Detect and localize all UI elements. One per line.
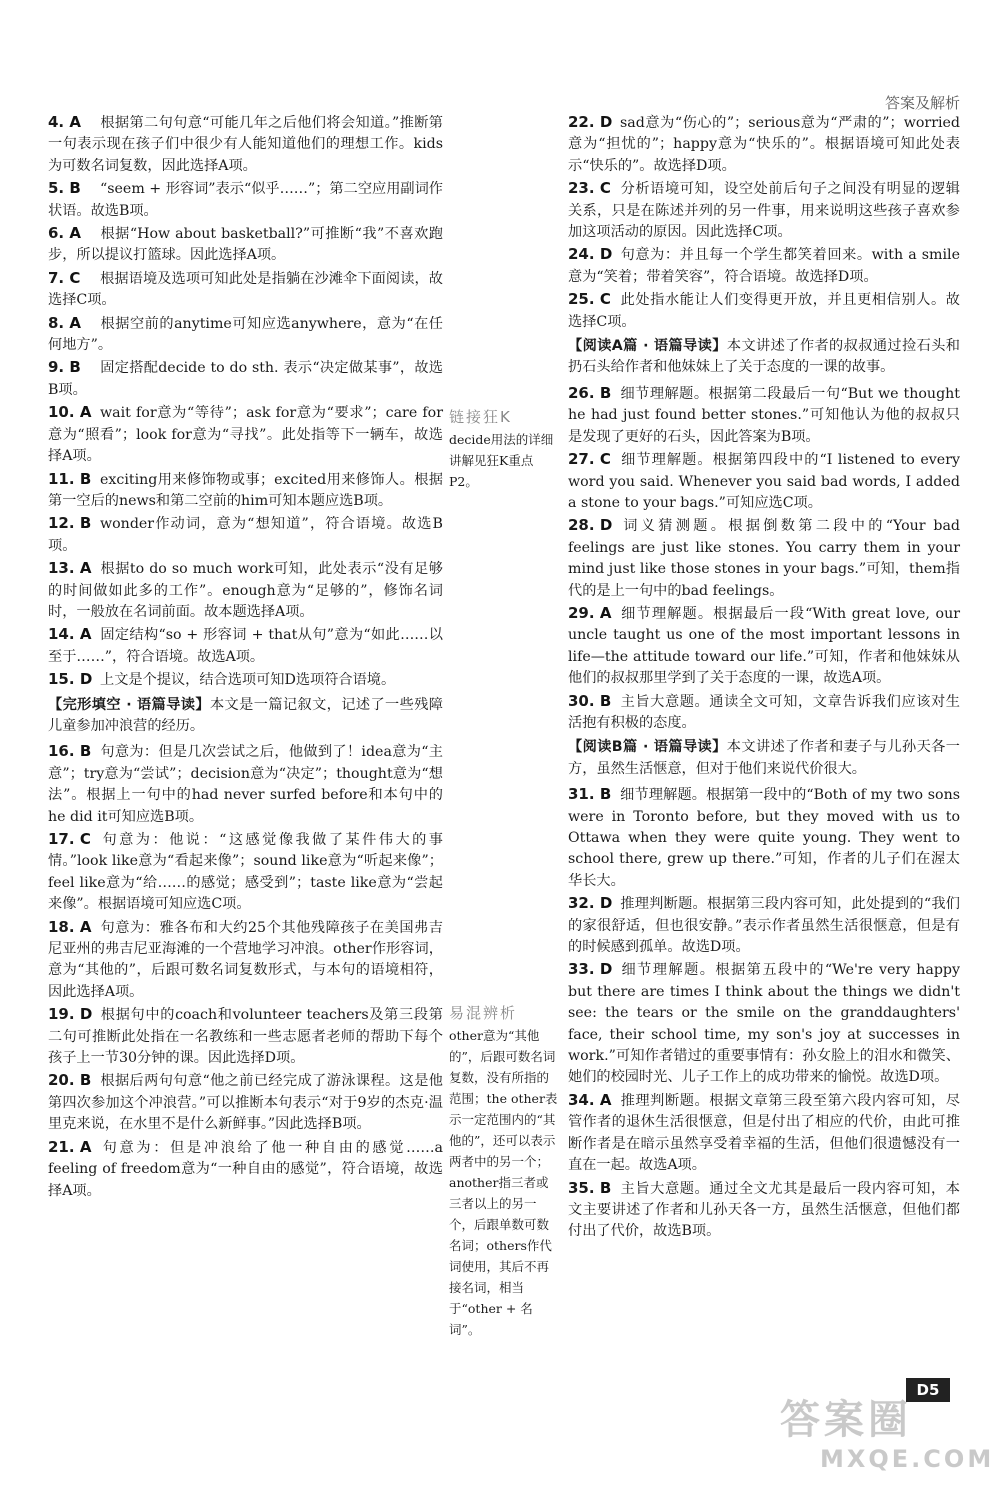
answer-item bbox=[48, 112, 443, 177]
answer-letter: C bbox=[599, 450, 611, 469]
answer-item bbox=[568, 959, 960, 1088]
answer-explanation: 主旨大意题。通读全文可知，文章告诉我们应该对生活抱有积极的态度。 bbox=[568, 693, 960, 731]
answer-number bbox=[568, 784, 620, 805]
cloze-guide-tag: 【完形填空 · 语篇导读】 bbox=[48, 696, 210, 713]
question-number: 9. bbox=[48, 358, 65, 377]
answer-letter: A bbox=[79, 403, 92, 422]
answer-letter: B bbox=[79, 1071, 92, 1090]
answer-letter: A bbox=[69, 224, 81, 243]
answer-letter: A bbox=[79, 917, 92, 936]
answer-letter: B bbox=[79, 514, 92, 533]
question-number: 8. bbox=[48, 313, 65, 332]
answer-item bbox=[568, 449, 960, 514]
answer-item bbox=[568, 515, 960, 602]
answer-explanation: 细节理解题。根据最后一段“With great love, our uncle taught us one of the most important lessons in life—the attitude toward our life.”可知，作者和他妹妹从他们的叔叔那里学到了关于态度的一课，故选A项。 bbox=[568, 605, 960, 687]
answer-letter: D bbox=[599, 516, 613, 535]
answer-item bbox=[48, 1070, 443, 1135]
answer-explanation: 句意为：他说：“这感觉像我做了某件伟大的事情。”look like意为“看起来像”；sound like意为“听起来像”；feel like意为“给……的感觉；感受到”；taste like意为“尝起来像”。根据语境可知应选C项。 bbox=[48, 832, 443, 913]
answer-explanation: 推理判断题。根据文章第三段至第六段内容可知，尽管作者的退休生活很惬意，但是付出了相应的代价，由此可推断作者是在暗示虽然享受着幸福的生活，但他们很遗憾没有一直在一起。故选A项。 bbox=[568, 1092, 960, 1174]
answer-item bbox=[48, 741, 443, 828]
answer-explanation: sad意为“伤心的”；serious意为“严肃的”；worried意为“担忧的”；happy意为“快乐的”。根据语境可知此处表示“快乐的”。故选择D项。 bbox=[568, 115, 960, 174]
answer-number bbox=[48, 112, 100, 133]
answer-item bbox=[48, 357, 443, 401]
answer-number bbox=[48, 178, 100, 199]
answer-number bbox=[568, 449, 620, 470]
answer-explanation: 固定结构“so + 形容词 + that从句”意为“如此……以至于……”，符合语境。故选A项。 bbox=[48, 627, 443, 665]
answer-explanation: 根据句中的coach和volunteer teachers及第三段第二句可推断此处指在一名教练和一些志愿者老师的帮助下每个孩子上一节30分钟的课。因此选择D项。 bbox=[48, 1007, 443, 1067]
question-number: 17. bbox=[48, 830, 75, 848]
question-number: 35. bbox=[568, 1178, 595, 1197]
question-number: 25. bbox=[568, 290, 595, 309]
question-number: 10. bbox=[48, 403, 75, 422]
answer-number bbox=[48, 223, 100, 244]
watermark-top-text: 答案圈 bbox=[780, 1397, 912, 1443]
answer-number bbox=[568, 603, 620, 624]
answer-item bbox=[568, 112, 960, 177]
answer-explanation: “seem + 形容词”表示“似乎……”；第二空应用副词作状语。故选B项。 bbox=[48, 181, 443, 219]
question-number: 21. bbox=[48, 1137, 75, 1156]
answer-explanation: exciting用来修饰物或事；excited用来修饰人。根据第一空后的news和第二空前的him可知本题应选B项。 bbox=[48, 471, 443, 509]
question-number: 15. bbox=[48, 670, 75, 689]
answer-number bbox=[48, 469, 100, 490]
answer-explanation: 主旨大意题。通过全文尤其是最后一段内容可知，本文主要讲述了作者和儿孙天各一方，虽然生活惬意，但他们都付出了代价，故选B项。 bbox=[568, 1180, 960, 1240]
answer-item bbox=[48, 669, 443, 691]
answer-number bbox=[568, 244, 620, 265]
page-header: 答案及解析 bbox=[884, 94, 960, 112]
answer-item bbox=[568, 244, 960, 288]
answer-letter: C bbox=[599, 179, 611, 198]
answer-number bbox=[568, 1090, 620, 1111]
answer-item bbox=[48, 917, 443, 1004]
answer-list-left-1 bbox=[48, 112, 443, 692]
answer-number bbox=[48, 624, 100, 645]
answer-number bbox=[568, 959, 620, 980]
answer-letter: B bbox=[599, 383, 612, 402]
side-note-link-title: 链接狂K bbox=[449, 408, 512, 426]
answer-number bbox=[48, 829, 100, 850]
answer-number bbox=[568, 178, 620, 199]
answer-number bbox=[48, 1070, 100, 1091]
answer-number bbox=[48, 669, 100, 690]
question-number: 27. bbox=[568, 450, 595, 469]
answer-number bbox=[48, 357, 100, 378]
answer-letter: B bbox=[69, 179, 81, 198]
reading-b-guide-text: 本文讲述了作者和妻子与儿孙天各一方，虽然生活惬意，但对于他们来说代价很大。 bbox=[568, 739, 960, 777]
question-number: 6. bbox=[48, 224, 65, 243]
answer-explanation: 句意为：雅各布和大约25个其他残障孩子在美国弗吉尼亚州的弗吉尼亚海滩的一个营地学习冲浪。other作形容词，意为“其他的”，后跟可数名词复数形式，与本句的语境相符，因此选择A项。 bbox=[48, 919, 443, 1000]
answer-number bbox=[568, 1178, 620, 1199]
question-number: 29. bbox=[568, 603, 595, 622]
answer-item bbox=[48, 268, 443, 312]
right-column bbox=[568, 112, 960, 1244]
watermark-bottom-text: MXQE.COM bbox=[820, 1445, 995, 1473]
answer-letter: B bbox=[79, 742, 92, 761]
reading-b-guide bbox=[568, 737, 960, 780]
answer-letter: B bbox=[599, 785, 612, 804]
answer-item bbox=[568, 178, 960, 243]
answer-list-right-1 bbox=[568, 112, 960, 333]
left-column bbox=[48, 112, 443, 1203]
answer-item bbox=[568, 893, 960, 958]
question-number: 23. bbox=[568, 179, 595, 198]
answer-explanation: 推理判断题。根据第三段内容可知，此处提到的“我们的家很舒适，但也很安静。”表示作者虽然生活很惬意，但是有的时候感到孤单。故选D项。 bbox=[568, 896, 960, 956]
answer-number bbox=[48, 1137, 100, 1158]
answer-number bbox=[48, 268, 100, 289]
answer-number bbox=[48, 402, 100, 423]
answer-item bbox=[48, 558, 443, 623]
answer-letter: C bbox=[69, 268, 81, 287]
answer-letter: D bbox=[79, 670, 93, 689]
answer-item bbox=[48, 223, 443, 267]
cloze-guide bbox=[48, 695, 443, 738]
answer-letter: A bbox=[599, 1090, 612, 1109]
answer-letter: D bbox=[599, 245, 613, 264]
answer-number bbox=[48, 917, 100, 938]
answer-item bbox=[568, 1178, 960, 1243]
answer-item bbox=[48, 313, 443, 357]
answer-explanation: 分析语境可知，设空处前后句子之间没有明显的逻辑关系，只是在陈述并列的另一件事，用来说明这些孩子喜欢参加这项活动的原因。因此选择C项。 bbox=[568, 181, 960, 241]
reading-a-guide-text: 本文讲述了作者的叔叔通过捡石头和扔石头给作者和他妹妹上了关于态度的一课的故事。 bbox=[568, 338, 960, 376]
answer-explanation: 根据“How about basketball?”可推断“我”不喜欢跑步，所以提议打篮球。因此选择A项。 bbox=[48, 226, 443, 264]
answer-item bbox=[568, 784, 960, 892]
answer-item bbox=[568, 603, 960, 690]
answer-list-right-2 bbox=[568, 383, 960, 735]
answer-number bbox=[568, 112, 620, 133]
answer-letter: D bbox=[79, 1005, 93, 1024]
side-note-confusion-title: 易混辨析 bbox=[449, 1004, 518, 1022]
answer-letter: A bbox=[79, 559, 92, 578]
answer-item bbox=[568, 691, 960, 735]
question-number: 13. bbox=[48, 559, 75, 578]
answer-letter: D bbox=[599, 113, 613, 131]
answer-number bbox=[48, 741, 100, 762]
answer-item bbox=[48, 178, 443, 222]
answer-letter: D bbox=[599, 894, 613, 913]
reading-a-guide-tag: 【阅读A篇 · 语篇导读】 bbox=[568, 338, 727, 355]
question-number: 4. bbox=[48, 113, 65, 131]
answer-letter: B bbox=[599, 691, 612, 710]
question-number: 7. bbox=[48, 268, 65, 287]
answer-explanation: 上文是个提议，结合选项可知D选项符合语境。 bbox=[100, 672, 396, 689]
answer-explanation: 细节理解题。根据第四段中的“I listened to every word you said. Whenever you said bad words, I added a stone to your bags.”可知应选C项。 bbox=[568, 452, 960, 511]
answer-item bbox=[568, 289, 960, 333]
answer-number bbox=[568, 691, 620, 712]
page-number-badge: D5 bbox=[906, 1378, 950, 1402]
answer-explanation: 根据后两句句意“他之前已经完成了游泳课程。这是他第四次参加这个冲浪营。”可以推断本句表示“对于9岁的杰克·温里克来说，在水里不是什么新鲜事。”因此选择B项。 bbox=[48, 1073, 443, 1133]
answer-number bbox=[48, 313, 100, 334]
question-number: 24. bbox=[568, 245, 595, 264]
answer-number bbox=[48, 513, 100, 534]
answer-letter: C bbox=[599, 290, 611, 309]
answer-explanation: 根据第二句句意“可能几年之后他们将会知道。”推断第一句表示现在孩子们中很少有人能知道他们的理想工作。kids为可数名词复数，因此选择A项。 bbox=[48, 115, 443, 174]
question-number: 33. bbox=[568, 960, 595, 979]
answer-letter: A bbox=[69, 113, 81, 131]
answer-explanation: 句意为：并且每一个学生都笑着回来。with a smile意为“笑着；带着笑容”，符合语境。故选择D项。 bbox=[568, 247, 960, 285]
answer-list-left-2 bbox=[48, 741, 443, 1202]
answer-item bbox=[568, 383, 960, 448]
answer-letter: A bbox=[79, 625, 92, 644]
answer-explanation: 句意为：但是冲浪给了他一种自由的感觉……a feeling of freedom意为“一种自由的感觉”，符合语境，故选择A项。 bbox=[48, 1139, 443, 1199]
question-number: 28. bbox=[568, 516, 595, 535]
question-number: 26. bbox=[568, 383, 595, 402]
answer-item bbox=[48, 1137, 443, 1202]
side-note-confusion bbox=[449, 1002, 559, 1340]
reading-b-guide-tag: 【阅读B篇 · 语篇导读】 bbox=[568, 739, 727, 756]
question-number: 30. bbox=[568, 691, 595, 710]
answer-item bbox=[48, 513, 443, 557]
answer-number bbox=[568, 383, 620, 404]
question-number: 11. bbox=[48, 469, 75, 488]
answer-explanation: wonder作动词，意为“想知道”，符合语境。故选B项。 bbox=[48, 516, 443, 554]
question-number: 19. bbox=[48, 1005, 75, 1024]
answer-number bbox=[568, 289, 620, 310]
question-number: 14. bbox=[48, 625, 75, 644]
question-number: 12. bbox=[48, 514, 75, 533]
side-note-confusion-text: other意为“其他的”，后跟可数名词复数，没有所指的范围；the other表示一定范围内的“其他的”，还可以表示两者中的另一个；another指三者或三者以上的另一个，后跟单数可数名词；others作代词使用，其后不再接名词，相当于“other + 名词”。 bbox=[449, 1028, 558, 1337]
answer-explanation: 根据语境及选项可知此处是指躺在沙滩伞下面阅读，故选择C项。 bbox=[48, 270, 443, 309]
answer-letter: A bbox=[69, 313, 81, 332]
answer-explanation: wait for意为“等待”；ask for意为“要求”；care for意为“照看”；look for意为“寻找”。此处指等下一辆车，故选择A项。 bbox=[48, 405, 443, 465]
answer-letter: C bbox=[79, 830, 91, 848]
answer-item bbox=[48, 1004, 443, 1069]
answer-letter: B bbox=[79, 469, 92, 488]
answer-number bbox=[568, 893, 620, 914]
answer-explanation: 根据空前的anytime可知应选anywhere，意为“在任何地方”。 bbox=[48, 315, 443, 354]
question-number: 34. bbox=[568, 1090, 595, 1109]
question-number: 5. bbox=[48, 179, 65, 198]
answer-number bbox=[48, 1004, 100, 1025]
answer-number bbox=[48, 558, 100, 579]
question-number: 22. bbox=[568, 113, 595, 131]
answer-explanation: 根据to do so much work可知，此处表示“没有足够的时间做如此多的工作”。enough意为“足够的”，修饰名词时，一般放在名词前面。故本题选择A项。 bbox=[48, 561, 443, 620]
answer-item bbox=[48, 402, 443, 467]
answer-item bbox=[568, 1090, 960, 1177]
answer-letter: A bbox=[599, 603, 612, 622]
question-number: 31. bbox=[568, 785, 595, 804]
answer-explanation: 词义猜测题。根据倒数第二段中的“Your bad feelings are just like stones. You carry them in your mind just like those stones in your bags.”可知，them指代的是上一句中的bad feelings。 bbox=[568, 518, 960, 599]
question-number: 32. bbox=[568, 894, 595, 913]
answer-explanation: 细节理解题。根据第一段中的“Both of my two sons were in Toronto before, but they moved with us to Ottawa when they were quite young. They went to school there, grew up there.”可知，作者的儿子们在渥太华长大。 bbox=[568, 787, 960, 889]
side-note-link bbox=[449, 406, 559, 492]
question-number: 20. bbox=[48, 1071, 75, 1090]
answer-item bbox=[48, 624, 443, 668]
answer-letter: B bbox=[599, 1178, 612, 1197]
answer-explanation: 此处指水能让人们变得更开放，并且更相信别人。故选择C项。 bbox=[568, 292, 960, 330]
answer-letter: B bbox=[69, 358, 81, 377]
side-note-link-text: decide用法的详细讲解见狂K重点P2。 bbox=[449, 432, 554, 489]
question-number: 18. bbox=[48, 917, 75, 936]
cloze-guide-text: 本文是一篇记叙文，记述了一些残障儿童参加冲浪营的经历。 bbox=[48, 696, 443, 734]
answer-explanation: 细节理解题。根据第二段最后一句“But we thought he had just found better stones.”可知他认为他的叔叔只是发现了更好的石头，因此答案为B项。 bbox=[568, 385, 960, 445]
answer-letter: A bbox=[79, 1137, 92, 1156]
question-number: 16. bbox=[48, 742, 75, 761]
reading-a-guide bbox=[568, 336, 960, 379]
answer-explanation: 细节理解题。根据第五段中的“We're very happy but there are times I think about the things we didn't see: the tears or the smile on the granddaughters' face, their school time, my son's joy at successes in work.”可知作者错过的重要事情有：孙女脸上的泪水和微笑、她们的校园时光、儿子工作上的成功带来的愉悦。故选D项。 bbox=[568, 962, 960, 1086]
answer-explanation: 句意为：但是几次尝试之后，他做到了！idea意为“主意”；try意为“尝试”；decision意为“决定”；thought意为“想法”。根据上一句中的had never surfed before和本句中的he did it可知应选B项。 bbox=[48, 744, 443, 825]
answer-list-right-3 bbox=[568, 784, 960, 1243]
answer-letter: D bbox=[599, 960, 613, 979]
answer-item bbox=[48, 469, 443, 513]
answer-number bbox=[568, 515, 620, 536]
answer-explanation: 固定搭配decide to do sth. 表示“决定做某事”，故选B项。 bbox=[48, 360, 443, 398]
watermark-logo bbox=[780, 1388, 995, 1478]
answer-item bbox=[48, 829, 443, 916]
